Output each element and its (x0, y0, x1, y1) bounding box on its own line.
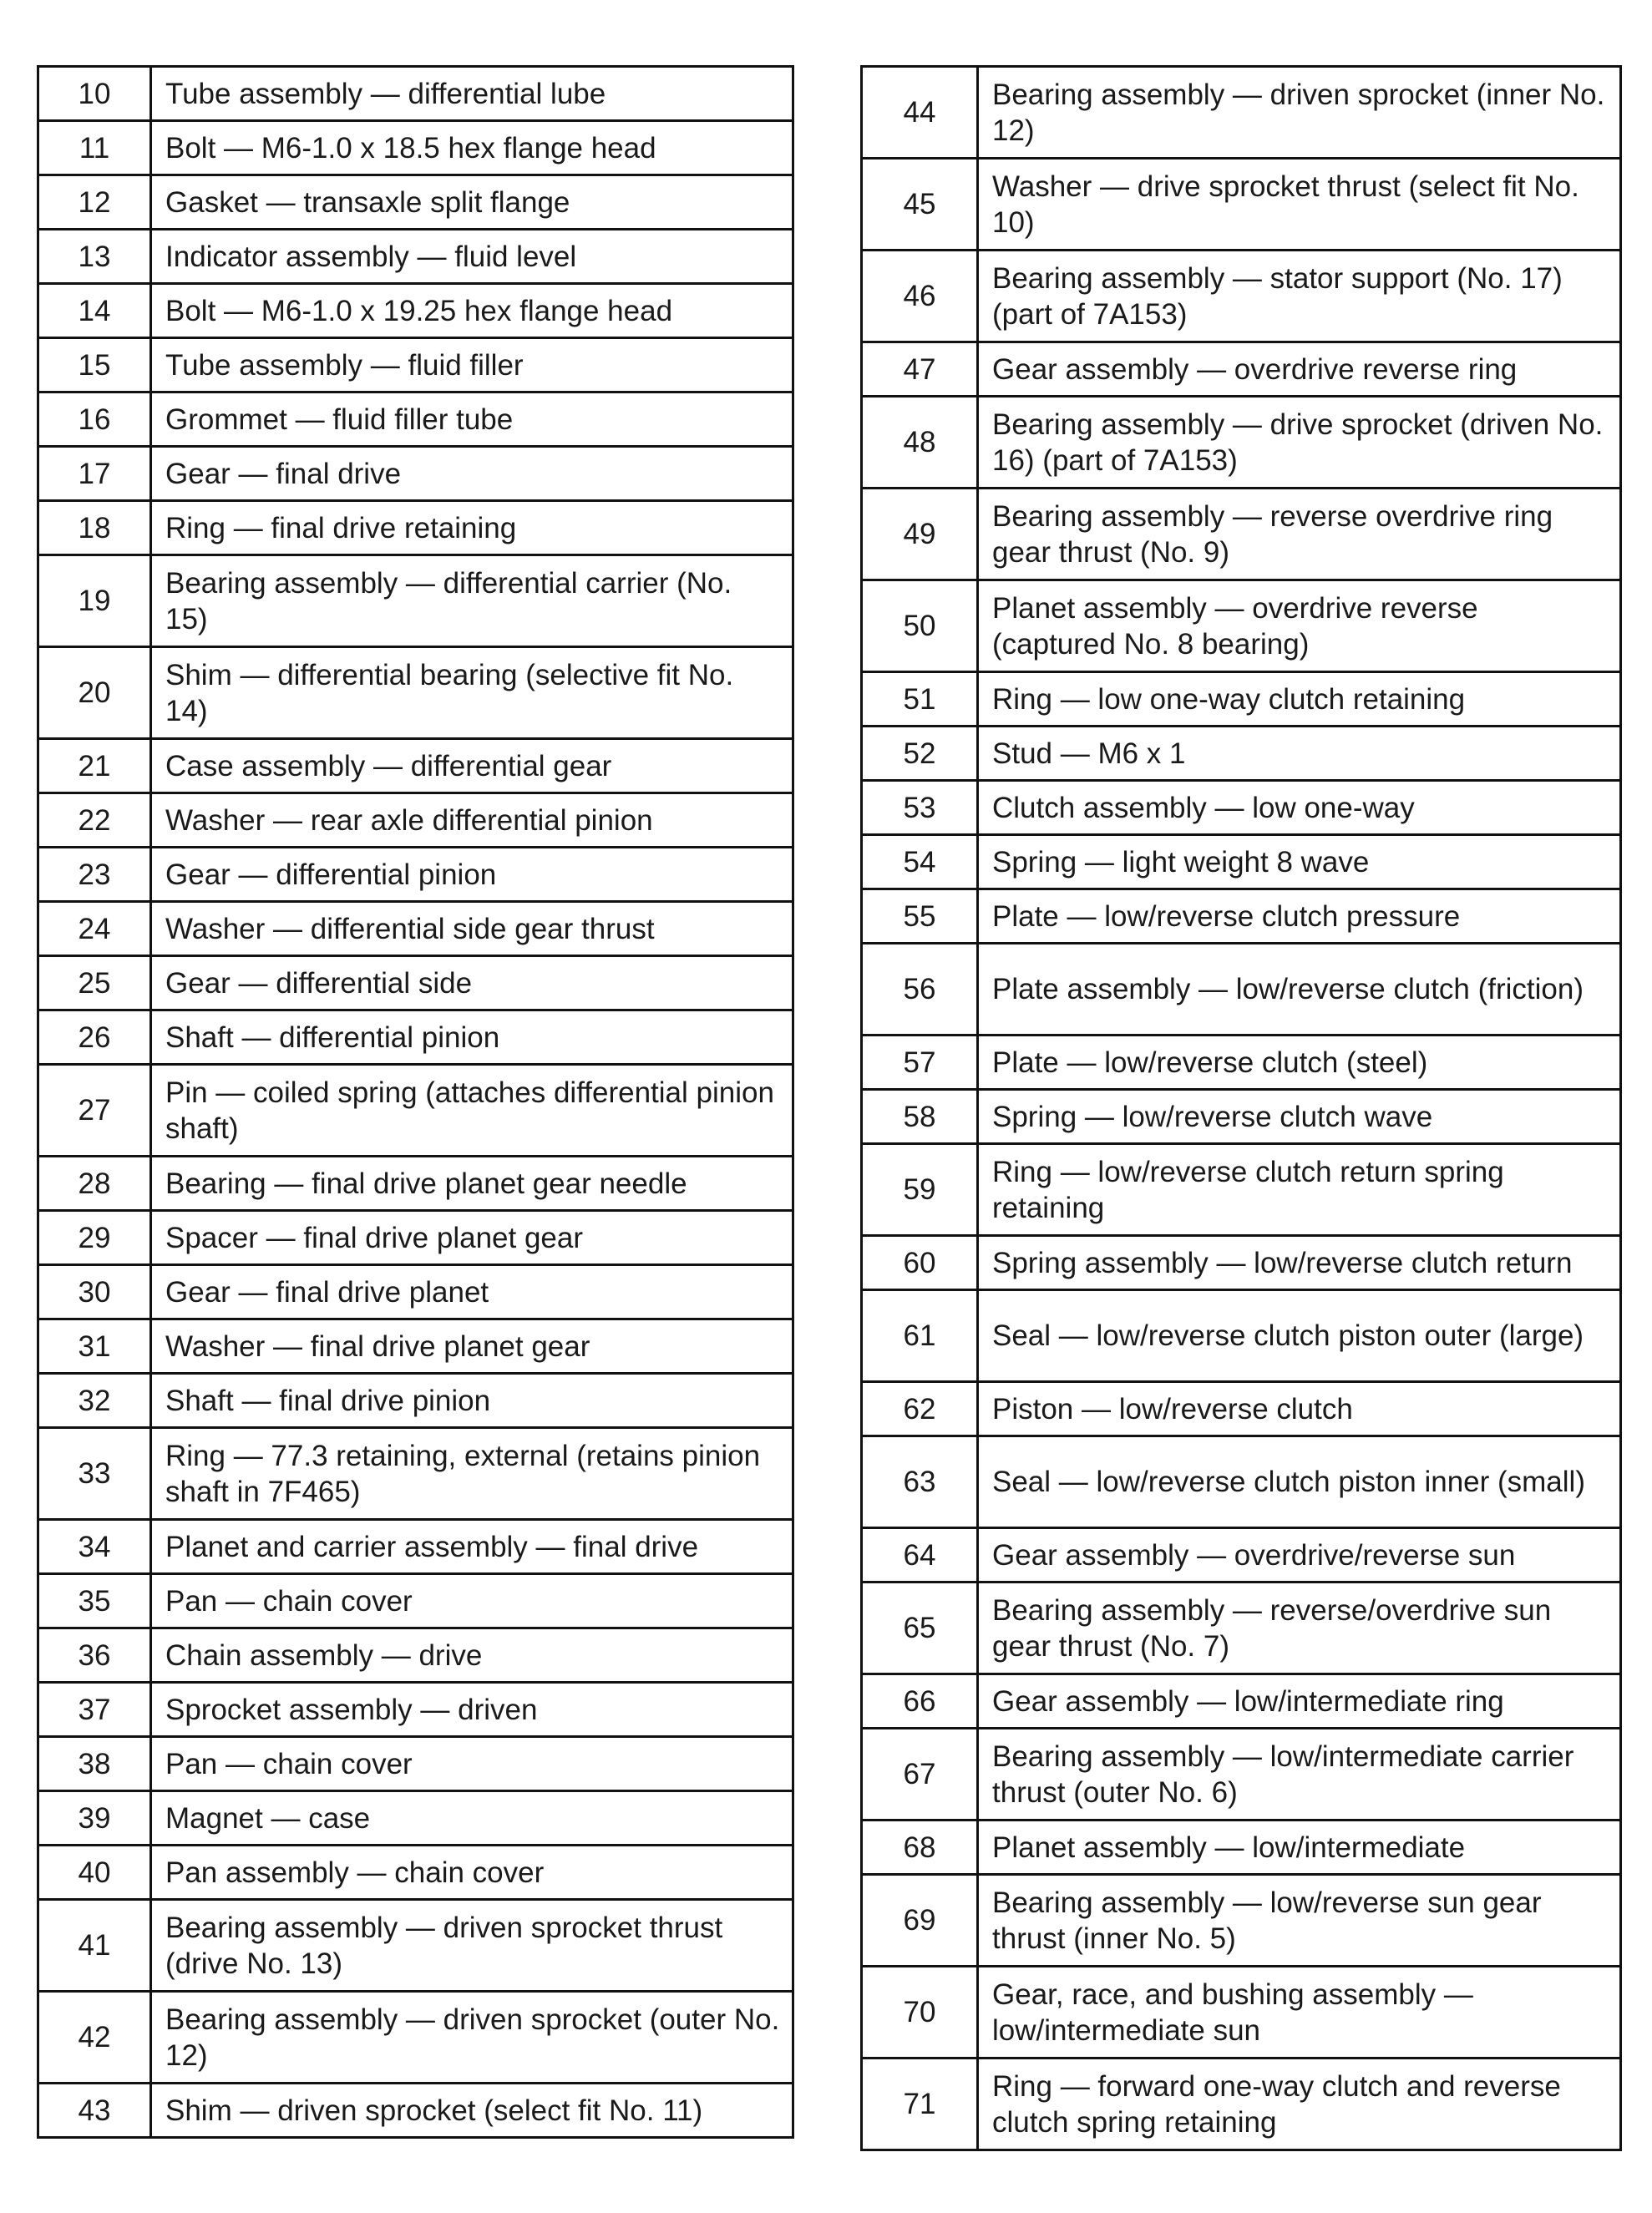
part-description: Plate assembly — low/reverse clutch (friction) (978, 944, 1621, 1036)
table-row (862, 781, 1621, 835)
table-row (38, 2084, 793, 2138)
part-number: 29 (38, 1211, 151, 1265)
part-description: Sprocket assembly — driven (151, 1683, 793, 1737)
part-description: Gasket — transaxle split flange (151, 175, 793, 230)
part-number: 38 (38, 1737, 151, 1791)
part-description: Stud — M6 x 1 (978, 727, 1621, 781)
part-description: Bearing assembly — reverse/overdrive sun gear thrust (No. 7) (978, 1583, 1621, 1674)
part-description: Plate — low/reverse clutch pressure (978, 889, 1621, 944)
part-description: Bearing assembly — low/reverse sun gear thrust (inner No. 5) (978, 1875, 1621, 1967)
part-number: 55 (862, 889, 978, 944)
table-row (862, 1036, 1621, 1090)
table-row (38, 739, 793, 793)
table-row (38, 555, 793, 647)
table-row (862, 1144, 1621, 1236)
part-description: Pin — coiled spring (attaches differential pinion shaft) (151, 1065, 793, 1157)
table-row (862, 1090, 1621, 1144)
part-number: 24 (38, 902, 151, 956)
table-row (862, 159, 1621, 251)
part-description: Gear, race, and bushing assembly — low/intermediate sun (978, 1967, 1621, 2059)
part-number: 33 (38, 1428, 151, 1520)
part-number: 40 (38, 1846, 151, 1900)
part-number: 18 (38, 501, 151, 555)
part-description: Gear — differential side (151, 956, 793, 1010)
table-row (38, 956, 793, 1010)
table-row (38, 1900, 793, 1992)
part-number: 22 (38, 793, 151, 848)
table-row (862, 1236, 1621, 1290)
part-number: 36 (38, 1628, 151, 1683)
table-row (38, 1157, 793, 1211)
table-row (862, 1583, 1621, 1674)
part-number: 51 (862, 672, 978, 727)
part-number: 59 (862, 1144, 978, 1236)
table-row (862, 2059, 1621, 2150)
table-row (38, 1683, 793, 1737)
part-number: 54 (862, 835, 978, 889)
part-number: 23 (38, 848, 151, 902)
table-row (862, 727, 1621, 781)
part-number: 45 (862, 159, 978, 251)
table-row (862, 944, 1621, 1036)
part-number: 41 (38, 1900, 151, 1992)
part-number: 61 (862, 1290, 978, 1382)
part-description: Gear assembly — overdrive/reverse sun (978, 1528, 1621, 1583)
part-description: Washer — final drive planet gear (151, 1319, 793, 1374)
part-description: Planet assembly — low/intermediate (978, 1821, 1621, 1875)
part-description: Bearing assembly — reverse overdrive ring gear thrust (No. 9) (978, 489, 1621, 580)
part-description: Gear assembly — overdrive reverse ring (978, 342, 1621, 397)
table-row (38, 501, 793, 555)
part-number: 70 (862, 1967, 978, 2059)
table-row (862, 580, 1621, 672)
table-row (862, 1875, 1621, 1967)
part-number: 39 (38, 1791, 151, 1846)
part-number: 14 (38, 284, 151, 338)
table-row (38, 1428, 793, 1520)
table-row (38, 848, 793, 902)
part-description: Planet assembly — overdrive reverse (captured No. 8 bearing) (978, 580, 1621, 672)
table-row (862, 1821, 1621, 1875)
part-description: Pan — chain cover (151, 1574, 793, 1628)
table-row (38, 647, 793, 739)
part-description: Spring assembly — low/reverse clutch return (978, 1236, 1621, 1290)
part-description: Clutch assembly — low one-way (978, 781, 1621, 835)
part-number: 34 (38, 1520, 151, 1574)
table-row (38, 1520, 793, 1574)
table-row (862, 1729, 1621, 1821)
table-row (38, 121, 793, 175)
part-number: 50 (862, 580, 978, 672)
table-row (38, 1846, 793, 1900)
part-description: Seal — low/reverse clutch piston outer (large) (978, 1290, 1621, 1382)
part-number: 65 (862, 1583, 978, 1674)
part-number: 57 (862, 1036, 978, 1090)
table-row (862, 1967, 1621, 2059)
part-number: 71 (862, 2059, 978, 2150)
part-number: 35 (38, 1574, 151, 1628)
part-description: Planet and carrier assembly — final drive (151, 1520, 793, 1574)
part-number: 26 (38, 1010, 151, 1065)
part-number: 19 (38, 555, 151, 647)
table-row (862, 1674, 1621, 1729)
part-description: Gear — final drive (151, 447, 793, 501)
part-description: Bearing assembly — driven sprocket (outer No. 12) (151, 1992, 793, 2084)
parts-table-right-body (862, 67, 1621, 2150)
part-number: 28 (38, 1157, 151, 1211)
part-description: Washer — rear axle differential pinion (151, 793, 793, 848)
table-row (38, 1010, 793, 1065)
part-number: 53 (862, 781, 978, 835)
part-description: Piston — low/reverse clutch (978, 1382, 1621, 1436)
table-row (38, 230, 793, 284)
part-number: 43 (38, 2084, 151, 2138)
table-row (38, 1992, 793, 2084)
table-row (38, 1791, 793, 1846)
part-description: Bearing — final drive planet gear needle (151, 1157, 793, 1211)
part-description: Gear — final drive planet (151, 1265, 793, 1319)
table-row (862, 1436, 1621, 1528)
parts-table-right (860, 65, 1622, 2151)
part-description: Shim — differential bearing (selective fit No. 14) (151, 647, 793, 739)
part-number: 21 (38, 739, 151, 793)
part-description: Bearing assembly — low/intermediate carrier thrust (outer No. 6) (978, 1729, 1621, 1821)
part-description: Grommet — fluid filler tube (151, 392, 793, 447)
part-description: Tube assembly — fluid filler (151, 338, 793, 392)
table-row (862, 1528, 1621, 1583)
part-description: Bolt — M6-1.0 x 18.5 hex flange head (151, 121, 793, 175)
table-row (38, 392, 793, 447)
part-number: 10 (38, 67, 151, 121)
part-number: 27 (38, 1065, 151, 1157)
part-description: Seal — low/reverse clutch piston inner (small) (978, 1436, 1621, 1528)
table-row (38, 447, 793, 501)
part-description: Ring — low one-way clutch retaining (978, 672, 1621, 727)
part-number: 42 (38, 1992, 151, 2084)
part-number: 32 (38, 1374, 151, 1428)
table-row (862, 1290, 1621, 1382)
part-description: Bearing assembly — driven sprocket (inner No. 12) (978, 67, 1621, 159)
table-row (38, 1065, 793, 1157)
part-description: Bearing assembly — differential carrier (No. 15) (151, 555, 793, 647)
part-description: Ring — forward one-way clutch and reverse clutch spring retaining (978, 2059, 1621, 2150)
part-number: 68 (862, 1821, 978, 1875)
part-description: Indicator assembly — fluid level (151, 230, 793, 284)
part-description: Shaft — differential pinion (151, 1010, 793, 1065)
part-number: 15 (38, 338, 151, 392)
part-number: 20 (38, 647, 151, 739)
parts-table-left (37, 65, 794, 2139)
part-number: 31 (38, 1319, 151, 1374)
part-description: Shim — driven sprocket (select fit No. 11) (151, 2084, 793, 2138)
table-row (38, 1265, 793, 1319)
table-row (38, 1374, 793, 1428)
part-number: 25 (38, 956, 151, 1010)
table-row (38, 338, 793, 392)
part-description: Spring — light weight 8 wave (978, 835, 1621, 889)
table-row (862, 672, 1621, 727)
part-number: 64 (862, 1528, 978, 1583)
table-row (862, 489, 1621, 580)
parts-table-left-body (38, 67, 793, 2138)
part-number: 48 (862, 397, 978, 489)
table-row (862, 251, 1621, 342)
part-description: Pan — chain cover (151, 1737, 793, 1791)
part-number: 11 (38, 121, 151, 175)
part-number: 12 (38, 175, 151, 230)
part-number: 47 (862, 342, 978, 397)
table-row (38, 793, 793, 848)
part-number: 17 (38, 447, 151, 501)
part-number: 52 (862, 727, 978, 781)
part-description: Pan assembly — chain cover (151, 1846, 793, 1900)
part-description: Spring — low/reverse clutch wave (978, 1090, 1621, 1144)
part-description: Washer — differential side gear thrust (151, 902, 793, 956)
part-description: Bearing assembly — drive sprocket (driven No. 16) (part of 7A153) (978, 397, 1621, 489)
part-description: Washer — drive sprocket thrust (select fit No. 10) (978, 159, 1621, 251)
part-number: 37 (38, 1683, 151, 1737)
table-row (862, 1382, 1621, 1436)
part-number: 60 (862, 1236, 978, 1290)
table-row (862, 397, 1621, 489)
part-description: Chain assembly — drive (151, 1628, 793, 1683)
table-row (862, 889, 1621, 944)
table-row (38, 1737, 793, 1791)
table-row (38, 1574, 793, 1628)
part-number: 44 (862, 67, 978, 159)
part-number: 58 (862, 1090, 978, 1144)
part-description: Magnet — case (151, 1791, 793, 1846)
part-number: 13 (38, 230, 151, 284)
table-row (38, 67, 793, 121)
part-description: Bearing assembly — driven sprocket thrust (drive No. 13) (151, 1900, 793, 1992)
part-description: Tube assembly — differential lube (151, 67, 793, 121)
table-row (38, 1319, 793, 1374)
part-description: Case assembly — differential gear (151, 739, 793, 793)
table-row (38, 1211, 793, 1265)
part-description: Ring — low/reverse clutch return spring retaining (978, 1144, 1621, 1236)
table-row (862, 342, 1621, 397)
part-description: Bearing assembly — stator support (No. 17) (part of 7A153) (978, 251, 1621, 342)
part-number: 46 (862, 251, 978, 342)
table-row (38, 1628, 793, 1683)
table-row (862, 835, 1621, 889)
part-description: Gear assembly — low/intermediate ring (978, 1674, 1621, 1729)
part-description: Shaft — final drive pinion (151, 1374, 793, 1428)
part-number: 66 (862, 1674, 978, 1729)
table-row (38, 284, 793, 338)
table-row (38, 902, 793, 956)
part-description: Spacer — final drive planet gear (151, 1211, 793, 1265)
part-number: 69 (862, 1875, 978, 1967)
part-description: Bolt — M6-1.0 x 19.25 hex flange head (151, 284, 793, 338)
table-row (862, 67, 1621, 159)
part-description: Gear — differential pinion (151, 848, 793, 902)
part-description: Ring — final drive retaining (151, 501, 793, 555)
part-description: Ring — 77.3 retaining, external (retains pinion shaft in 7F465) (151, 1428, 793, 1520)
part-number: 67 (862, 1729, 978, 1821)
table-row (38, 175, 793, 230)
part-number: 30 (38, 1265, 151, 1319)
part-number: 62 (862, 1382, 978, 1436)
part-number: 16 (38, 392, 151, 447)
part-number: 49 (862, 489, 978, 580)
part-number: 56 (862, 944, 978, 1036)
part-number: 63 (862, 1436, 978, 1528)
part-description: Plate — low/reverse clutch (steel) (978, 1036, 1621, 1090)
